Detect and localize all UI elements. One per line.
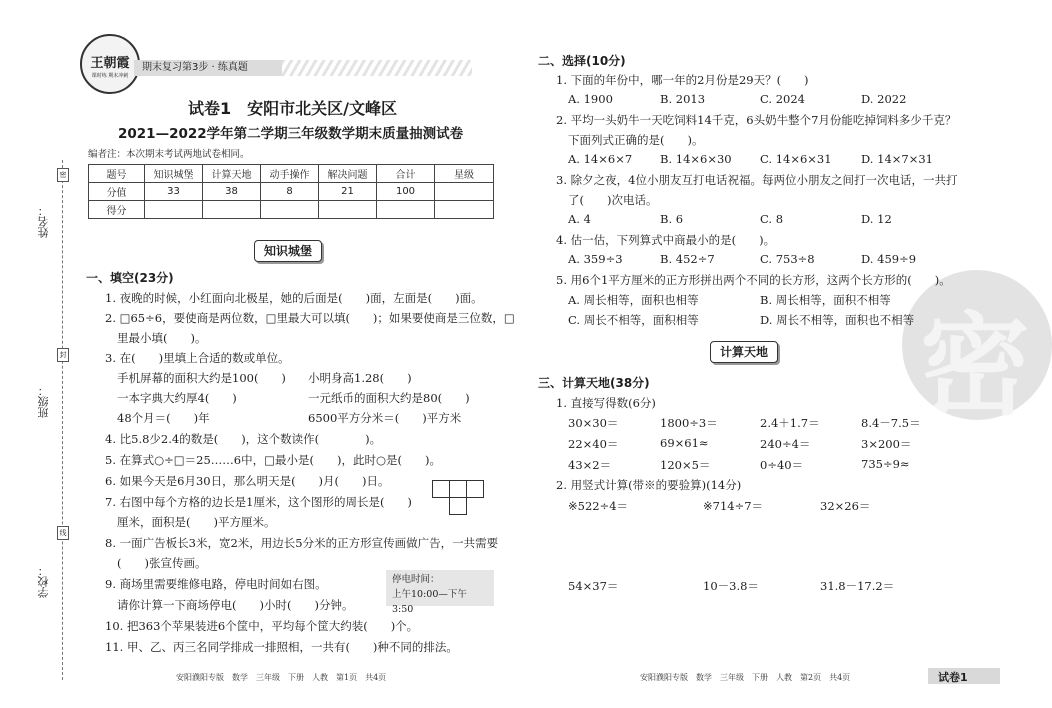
table-row (89, 183, 494, 201)
vertical-calc: ※714÷7＝ (703, 499, 764, 513)
option: D. 周长不相等，面积也不相等 (760, 313, 915, 327)
table-cell: 38 (203, 183, 261, 201)
seal-char: 密 (57, 168, 69, 182)
question-2: 2. □65÷6，要使商是两位数，□里最大可以填( )；如果要使商是三位数，□ (105, 311, 515, 325)
grid-cell (449, 497, 467, 515)
table-row (89, 165, 494, 183)
table-cell: 星级 (435, 165, 494, 183)
oral-calc: 69×61≈ (660, 436, 709, 450)
table-cell: 合计 (377, 165, 435, 183)
section-heading-calc: 三、计算天地(38分) (538, 376, 650, 390)
seal-watermark (902, 270, 1052, 430)
oral-calc: 43×2＝ (568, 458, 612, 472)
table-cell[interactable] (377, 201, 435, 219)
q3-item: 小明身高1.28( ) (308, 371, 412, 385)
paper-subtitle: 2021—2022学年第二学期三年级数学期末质量抽测试卷 (118, 126, 464, 142)
vertical-calc: 31.8－17.2＝ (820, 579, 895, 593)
class-label: 班级： (37, 385, 50, 418)
option: D. 14×7×31 (861, 152, 933, 166)
name-label: 姓名： (37, 205, 50, 238)
vertical-calc: 32×26＝ (820, 499, 871, 513)
oral-calc: 1800÷3＝ (660, 416, 718, 430)
option: B. 14×6×30 (660, 152, 732, 166)
option: B. 2013 (660, 92, 706, 106)
table-cell: 8 (261, 183, 319, 201)
question-5: 5. 在算式○÷□＝25……6中，□最小是( )，此时○是( )。 (105, 453, 441, 467)
seal-char: 封 (57, 348, 69, 362)
option: D. 12 (861, 212, 892, 226)
grid-cell (466, 480, 484, 498)
choice-4: 4. 估一估，下列算式中商最小的是( )。 (556, 233, 776, 247)
table-cell: 计算天地 (203, 165, 261, 183)
publisher-logo (80, 34, 140, 94)
review-banner: 期末复习第3步 · 练真题 (134, 60, 282, 76)
question-4: 4. 比5.8少2.4的数是( )，这个数读作( )。 (105, 432, 382, 446)
q3-item: 一本字典大约厚4( ) (117, 391, 237, 405)
editor-note: 编者注：本次期末考试两地试卷相同。 (88, 149, 250, 160)
oral-calc: 8.4－7.5＝ (861, 416, 921, 430)
section-heading-fill: 一、填空(23分) (86, 271, 174, 285)
choice-1: 1. 下面的年份中，哪一年的2月份是29天？( ) (556, 73, 809, 87)
square-grid-figure (432, 480, 483, 514)
option: A. 1900 (568, 92, 613, 106)
table-cell: 知识城堡 (145, 165, 203, 183)
power-outage-box (386, 570, 494, 615)
option: A. 周长相等，面积也相等 (568, 293, 699, 307)
section-heading-choice: 二、选择(10分) (538, 54, 626, 68)
watermark-char: 密 (920, 301, 1030, 430)
question-9: 9. 商场里需要维修电路，停电时间如右图。 (105, 577, 327, 591)
question-7: 7. 右图中每个方格的边长是1厘米，这个图形的周长是( ) (105, 495, 412, 509)
q3-item: 手机屏幕的面积大约是100( ) (117, 371, 286, 385)
question-2-cont: 里最小填( )。 (117, 331, 207, 345)
option: D. 459÷9 (861, 252, 917, 266)
question-3: 3. 在( )里填上合适的数或单位。 (105, 351, 290, 365)
calc-part-2: 2. 用竖式计算(带※的要验算)(14分) (556, 478, 742, 492)
vertical-calc: 54×37＝ (568, 579, 619, 593)
question-8-cont: ( )张宣传画。 (117, 556, 207, 570)
vertical-calc: ※522÷4＝ (568, 499, 629, 513)
table-cell[interactable] (435, 201, 494, 219)
table-cell[interactable] (319, 201, 377, 219)
option: C. 14×6×31 (760, 152, 832, 166)
table-cell: 33 (145, 183, 203, 201)
banner-stripes (282, 60, 472, 76)
section-pill-calculation: 计算天地 (710, 341, 778, 363)
grid-cell (449, 480, 467, 498)
page-footer: 安阳濮阳专版 数学 三年级 下册 人教 第2页 共4页 (640, 673, 851, 682)
option: B. 6 (660, 212, 684, 226)
option: A. 4 (568, 212, 591, 226)
oral-calc: 735÷9≈ (861, 457, 910, 471)
oral-calc: 0÷40＝ (760, 458, 804, 472)
table-cell (435, 183, 494, 201)
option: B. 周长相等，面积不相等 (760, 293, 891, 307)
grid-cell (432, 480, 450, 498)
score-table (88, 164, 494, 219)
choice-3-cont: 了( )次电话。 (568, 193, 658, 207)
table-cell: 解决问题 (319, 165, 377, 183)
oral-calc: 2.4＋1.7＝ (760, 416, 820, 430)
table-row (89, 201, 494, 219)
choice-5: 5. 用6个1平方厘米的正方形拼出两个不同的长方形，这两个长方形的( )。 (556, 273, 951, 287)
logo-name: 王朝霞 (90, 56, 130, 71)
calc-part-1: 1. 直接写得数(6分) (556, 396, 656, 410)
option: D. 2022 (861, 92, 907, 106)
table-cell: 100 (377, 183, 435, 201)
question-1: 1. 夜晚的时候，小红面向北极星，她的后面是( )面，左面是( )面。 (105, 291, 483, 305)
question-8: 8. 一面广告板长3米，宽2米，用边长5分米的正方形宣传画做广告，一共需要 (105, 536, 499, 550)
binding-line (62, 160, 63, 680)
oral-calc: 3×200＝ (861, 437, 912, 451)
corner-tag: 试卷1 (938, 671, 968, 684)
seal-char: 线 (57, 526, 69, 540)
oral-calc: 120×5＝ (660, 458, 711, 472)
choice-2-cont: 下面列式正确的是( )。 (568, 133, 704, 147)
question-11: 11. 甲、乙、丙三名同学排成一排照相，一共有( )种不同的排法。 (105, 640, 458, 654)
page-footer: 安阳濮阳专版 数学 三年级 下册 人教 第1页 共4页 (176, 673, 387, 682)
question-6: 6. 如果今天是6月30日，那么明天是( )月( )日。 (105, 474, 390, 488)
table-cell[interactable] (261, 201, 319, 219)
option: A. 14×6×7 (568, 152, 633, 166)
question-10: 10. 把363个苹果装进6个筐中，平均每个筐大约装( )个。 (105, 619, 419, 633)
option: C. 753÷8 (760, 252, 815, 266)
table-cell: 21 (319, 183, 377, 201)
question-9-cont: 请你计算一下商场停电( )小时( )分钟。 (117, 598, 354, 612)
choice-2: 2. 平均一头奶牛一天吃饲料14千克，6头奶牛整个7月份能吃掉饲料多少千克？ (556, 113, 957, 127)
section-pill-knowledge: 知识城堡 (254, 240, 322, 262)
option: C. 周长不相等，面积相等 (568, 313, 699, 327)
vertical-calc: 10－3.8＝ (703, 579, 759, 593)
logo-sub: 课时练 期末冲刺 (91, 73, 129, 79)
table-cell: 分值 (89, 183, 145, 201)
table-cell[interactable] (203, 201, 261, 219)
school-label: 学校： (37, 565, 50, 598)
option: B. 452÷7 (660, 252, 715, 266)
q3-item: 一元纸币的面积大约是80( ) (308, 391, 470, 405)
option: A. 359÷3 (568, 252, 623, 266)
power-title: 停电时间： (392, 574, 440, 585)
table-cell: 得分 (89, 201, 145, 219)
option: C. 8 (760, 212, 784, 226)
oral-calc: 30×30＝ (568, 416, 619, 430)
oral-calc: 240÷4＝ (760, 437, 811, 451)
table-cell: 动手操作 (261, 165, 319, 183)
question-7-cont: 厘米，面积是( )平方厘米。 (117, 515, 276, 529)
table-cell[interactable] (145, 201, 203, 219)
paper-title: 试卷1 安阳市北关区/文峰区 (188, 99, 397, 118)
power-time: 上午10:00—下午3:50 (392, 589, 467, 615)
q3-item: 48个月＝( )年 (117, 411, 210, 425)
oral-calc: 22×40＝ (568, 437, 619, 451)
table-cell: 题号 (89, 165, 145, 183)
choice-3: 3. 除夕之夜，4位小朋友互打电话祝福。每两位小朋友之间打一次电话，一共打 (556, 173, 958, 187)
q3-item: 6500平方分米＝( )平方米 (308, 411, 462, 425)
option: C. 2024 (760, 92, 805, 106)
